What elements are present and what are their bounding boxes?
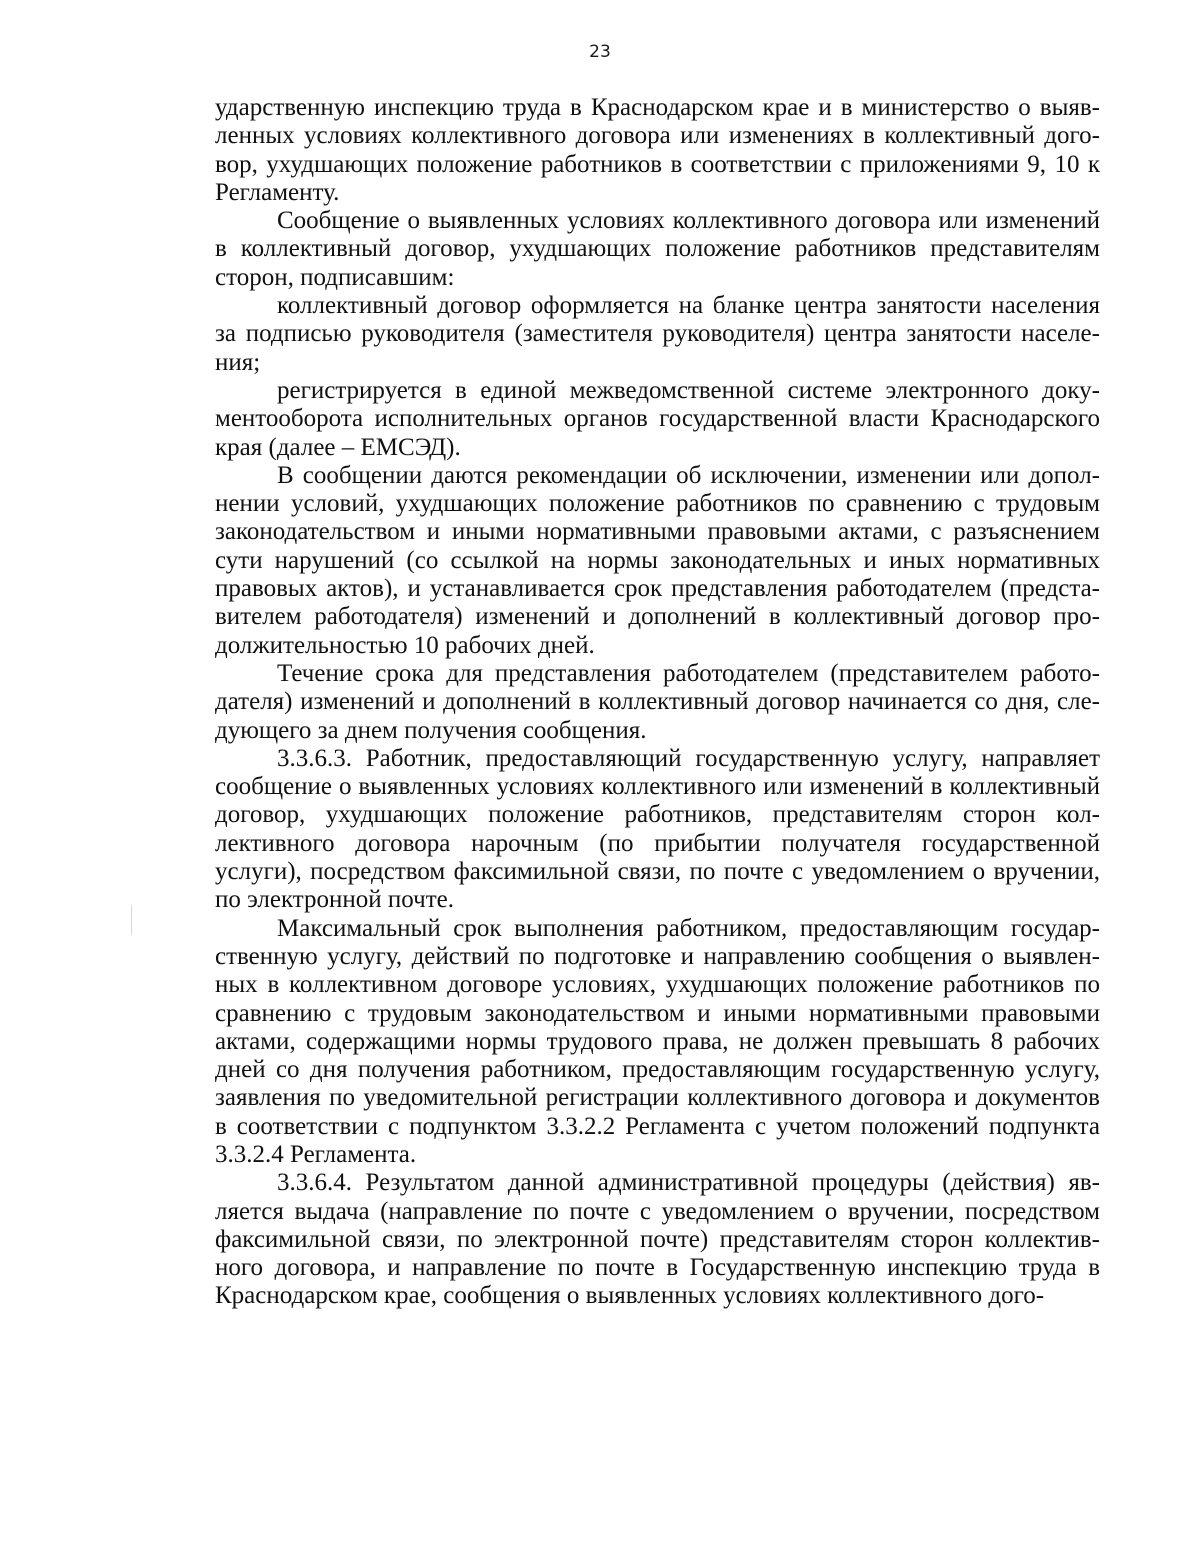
paragraph: В сообщении даются рекомендации об исключении, изменении или дополнении условий, ухудшающих положение работников по сравнению с трудовым законодательством и иными нормативными правовыми актами, с разъяснением сути нарушений (со ссылкой на нормы законодательных и иных нормативных правовых актов), и устанавливается срок представления работодателем (представителем работодателя) изменений и дополнений в коллективный договор продолжительностью 10 рабочих дней. bbox=[215, 461, 1100, 659]
paragraph: регистрируется в единой межведомственной системе электронного документооборота исполнительных органов государственной власти Краснодарского края (далее – ЕМСЭД). bbox=[215, 376, 1100, 461]
paragraph: коллективный договор оформляется на бланке центра занятости населения за подписью руководителя (заместителя руководителя) центра занятости населения; bbox=[215, 292, 1100, 376]
paragraph-section-3-3-6-4: 3.3.6.4. Результатом данной административной процедуры (действия) является выдача (направление по почте с уведомлением о вручении, посредством факсимильной связи, по электронной почте) представителям сторон коллективного договора, и направление по почте в Государственную инспекцию труда в Краснодарском крае, сообщения о выявленных условиях коллективного дого- bbox=[215, 1169, 1100, 1310]
paragraph: Сообщение о выявленных условиях коллективного договора или изменений в коллективный договор, ухудшающих положение работников представителям сторон, подписавшим: bbox=[215, 207, 1100, 291]
scan-artifact-line bbox=[131, 905, 132, 935]
paragraph: Максимальный срок выполнения работником, предоставляющим государственную услугу, действий по подготовке и направлению сообщения о выявленных в коллективном договоре условиях, ухудшающих положение работников по сравнению с трудовым законодательством и иными нормативными правовыми актами, содержащими нормы трудового права, не должен превышать 8 рабочих дней со дня получения работником, предоставляющим государственную услугу, заявления по уведомительной регистрации коллективного договора и документов в соответствии с подпунктом 3.3.2.2 Регламента с учетом положений подпункта 3.3.2.4 Регламента. bbox=[215, 914, 1100, 1168]
paragraph-section-3-3-6-3: 3.3.6.3. Работник, предоставляющий государственную услугу, направляет сообщение о выявленных условиях коллективного или изменений в коллективный договор, ухудшающих положение работников, представителям сторон коллективного договора нарочным (по прибытии получателя государственной услуги), посредством факсимильной связи, по почте с уведомлением о вручении, по электронной почте. bbox=[215, 744, 1100, 914]
body-text bbox=[215, 94, 1100, 1311]
page-number: 23 bbox=[589, 42, 611, 62]
paragraph-continuation: ударственную инспекцию труда в Краснодарском крае и в министерство о выявленных условиях коллективного договора или изменениях в коллективный договор, ухудшающих положение работников в соответствии с приложениями 9, 10 к Регламенту. bbox=[215, 94, 1100, 206]
paragraph: Течение срока для представления работодателем (представителем работодателя) изменений и дополнений в коллективный договор начинается со дня, следующего за днем получения сообщения. bbox=[215, 659, 1100, 744]
